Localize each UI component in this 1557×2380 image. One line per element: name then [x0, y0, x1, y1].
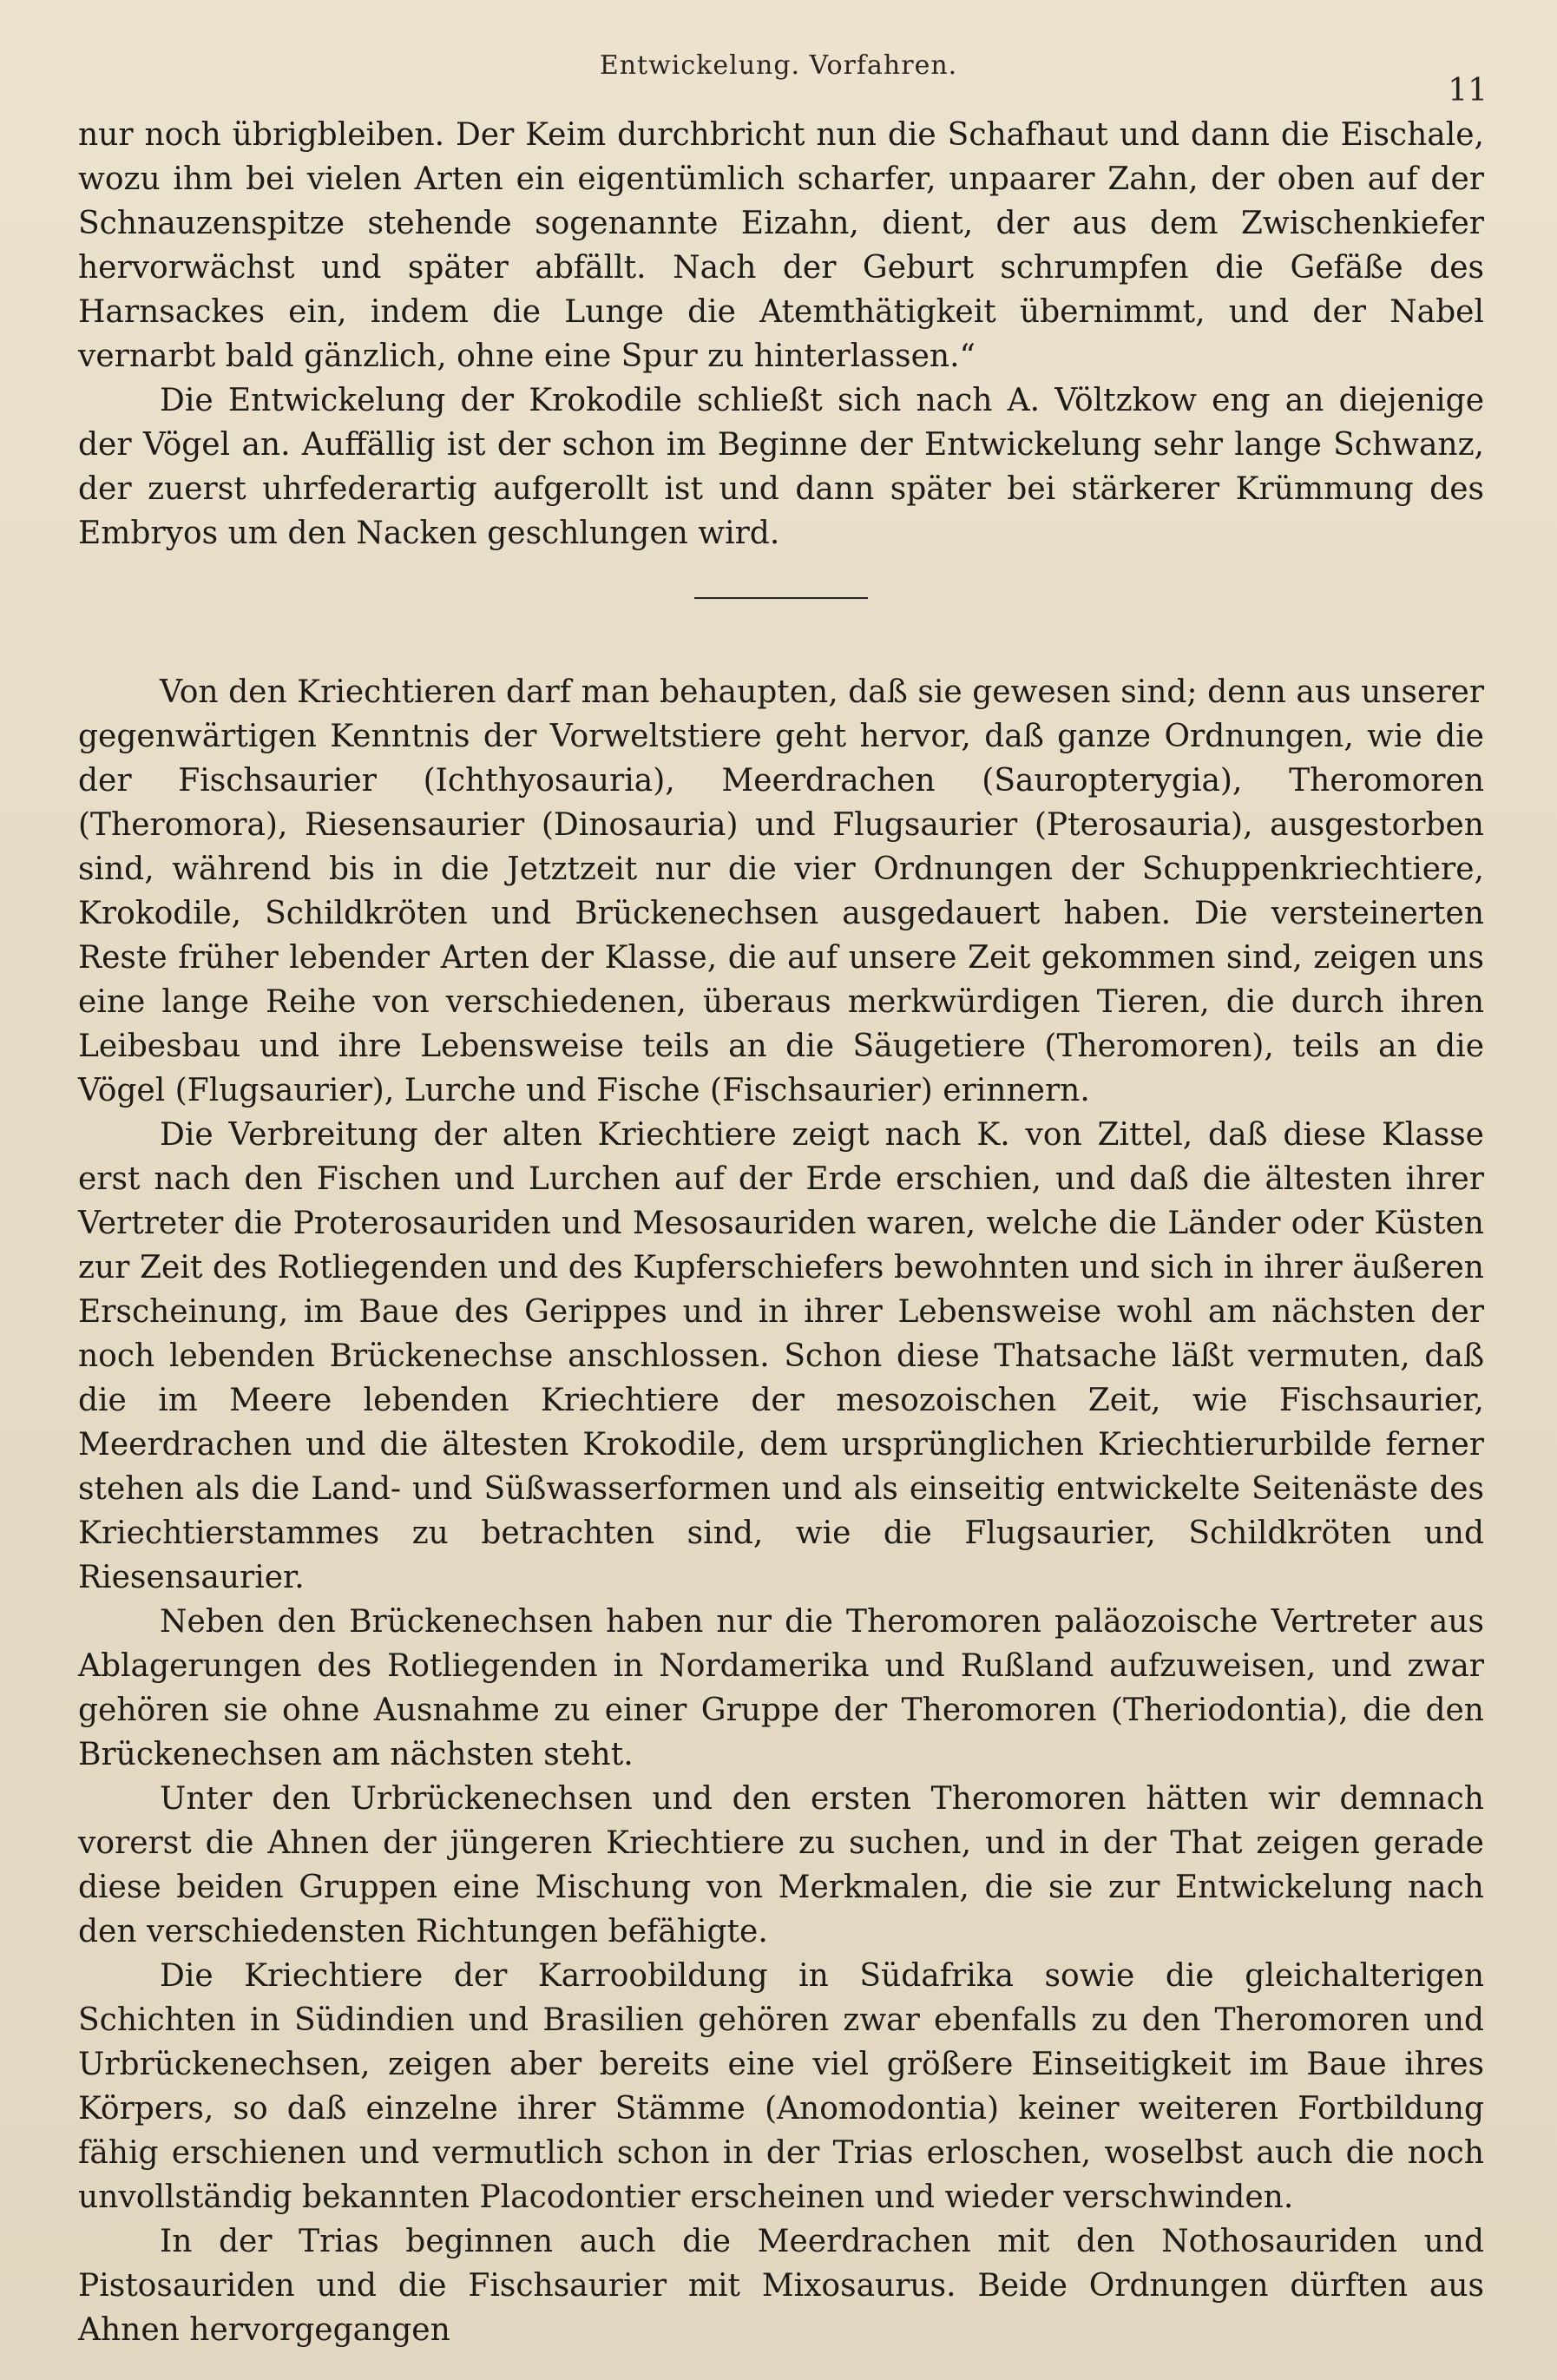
paragraph: nur noch übrigbleiben. Der Keim durchbricht nun die Schafhaut und dann die Eischale, wozu ihm bei vielen Arten ein eigentümlich scharfer, unpaarer Zahn, der oben auf der Schnauzenspitze stehende sogenannte Eizahn, dient, der aus dem Zwischenkiefer hervorwächst und später abfällt. Nach der Geburt schrumpfen die Gefäße des Harnsackes ein, indem die Lunge die Atemthätigkeit übernimmt, und der Nabel vernarbt bald gänzlich, ohne eine Spur zu hinterlassen.“: [78, 117, 1484, 374]
page-number: 11: [1448, 73, 1488, 108]
paragraph: Die Verbreitung der alten Kriechtiere zeigt nach K. von Zittel, daß diese Klasse erst nach den Fischen und Lurchen auf der Erde erschien, und daß die ältesten ihrer Vertreter die Proterosauriden und Mesosauriden waren, welche die Länder oder Küsten zur Zeit des Rotliegenden und des Kupferschiefers bewohnten und sich in ihrer äußeren Erscheinung, im Baue des Gerippes und in ihrer Lebensweise wohl am nächsten der noch lebenden Brückenechse anschlossen. Schon diese Thatsache läßt vermuten, daß die im Meere lebenden Kriechtiere der mesozoischen Zeit, wie Fischsaurier, Meerdrachen und die ältesten Krokodile, dem ursprünglichen Kriechtierurbilde ferner stehen als die Land- und Süßwasserformen und als einseitig entwickelte Seitenäste des Kriechtierstammes zu betrachten sind, wie die Flugsaurier, Schildkröten und Riesensaurier.: [78, 1117, 1484, 1595]
section-divider: [694, 597, 868, 599]
running-head: Entwickelung. Vorfahren.: [599, 50, 958, 81]
paragraph: Unter den Urbrückenechsen und den ersten Theromoren hätten wir demnach vorerst die Ahnen der jüngeren Kriechtiere zu suchen, und in der That zeigen gerade diese beiden Gruppen eine Mischung von Merkmalen, die sie zur Entwickelung nach den verschiedensten Richtungen befähigte.: [78, 1781, 1484, 1949]
paragraph: Von den Kriechtieren darf man behaupten, daß sie gewesen sind; denn aus unserer gegenwärtigen Kenntnis der Vorweltstiere geht hervor, daß ganze Ordnungen, wie die der Fischsaurier (Ichthyosauria), Meerdrachen (Sauropterygia), Theromoren (Theromora), Riesensaurier (Dinosauria) und Flugsaurier (Pterosauria), ausgestorben sind, während bis in die Jetztzeit nur die vier Ordnungen der Schuppenkriechtiere, Krokodile, Schildkröten und Brückenechsen ausgedauert haben. Die versteinerten Reste früher lebender Arten der Klasse, die auf unsere Zeit gekommen sind, zeigen uns eine lange Reihe von verschiedenen, überaus merkwürdigen Tieren, die durch ihren Leibesbau und ihre Lebensweise teils an die Säugetiere (Theromoren), teils an die Vögel (Flugsaurier), Lurche und Fische (Fischsaurier) erinnern.: [78, 674, 1484, 1108]
paragraph: Neben den Brückenechsen haben nur die Theromoren paläozoische Vertreter aus Ablagerungen des Rotliegenden in Nordamerika und Rußland aufzuweisen, und zwar gehören sie ohne Ausnahme zu einer Gruppe der Theromoren (Theriodontia), die den Brückenechsen am nächsten steht.: [78, 1604, 1484, 1772]
paragraph: Die Entwickelung der Krokodile schließt sich nach A. Völtzkow eng an diejenige der Vögel an. Auffällig ist der schon im Beginne der Entwickelung sehr lange Schwanz, der zuerst uhrfederartig aufgerollt ist und dann später bei stärkerer Krümmung des Embryos um den Nacken geschlungen wird.: [78, 383, 1484, 551]
text-block: [78, 113, 1484, 2352]
paragraph: Die Kriechtiere der Karroobildung in Südafrika sowie die gleichalterigen Schichten in Südindien und Brasilien gehören zwar ebenfalls zu den Theromoren und Urbrückenechsen, zeigen aber bereits eine viel größere Einseitigkeit im Baue ihres Körpers, so daß einzelne ihrer Stämme (Anomodontia) keiner weiteren Fortbildung fähig erschienen und vermutlich schon in der Trias erloschen, woselbst auch die noch unvollständig bekannten Placodontier erscheinen und wieder verschwinden.: [78, 1958, 1484, 2215]
paragraph: In der Trias beginnen auch die Meerdrachen mit den Nothosauriden und Pistosauriden und die Fischsaurier mit Mixosaurus. Beide Ordnungen dürften aus Ahnen hervorgegangen: [78, 2224, 1484, 2348]
